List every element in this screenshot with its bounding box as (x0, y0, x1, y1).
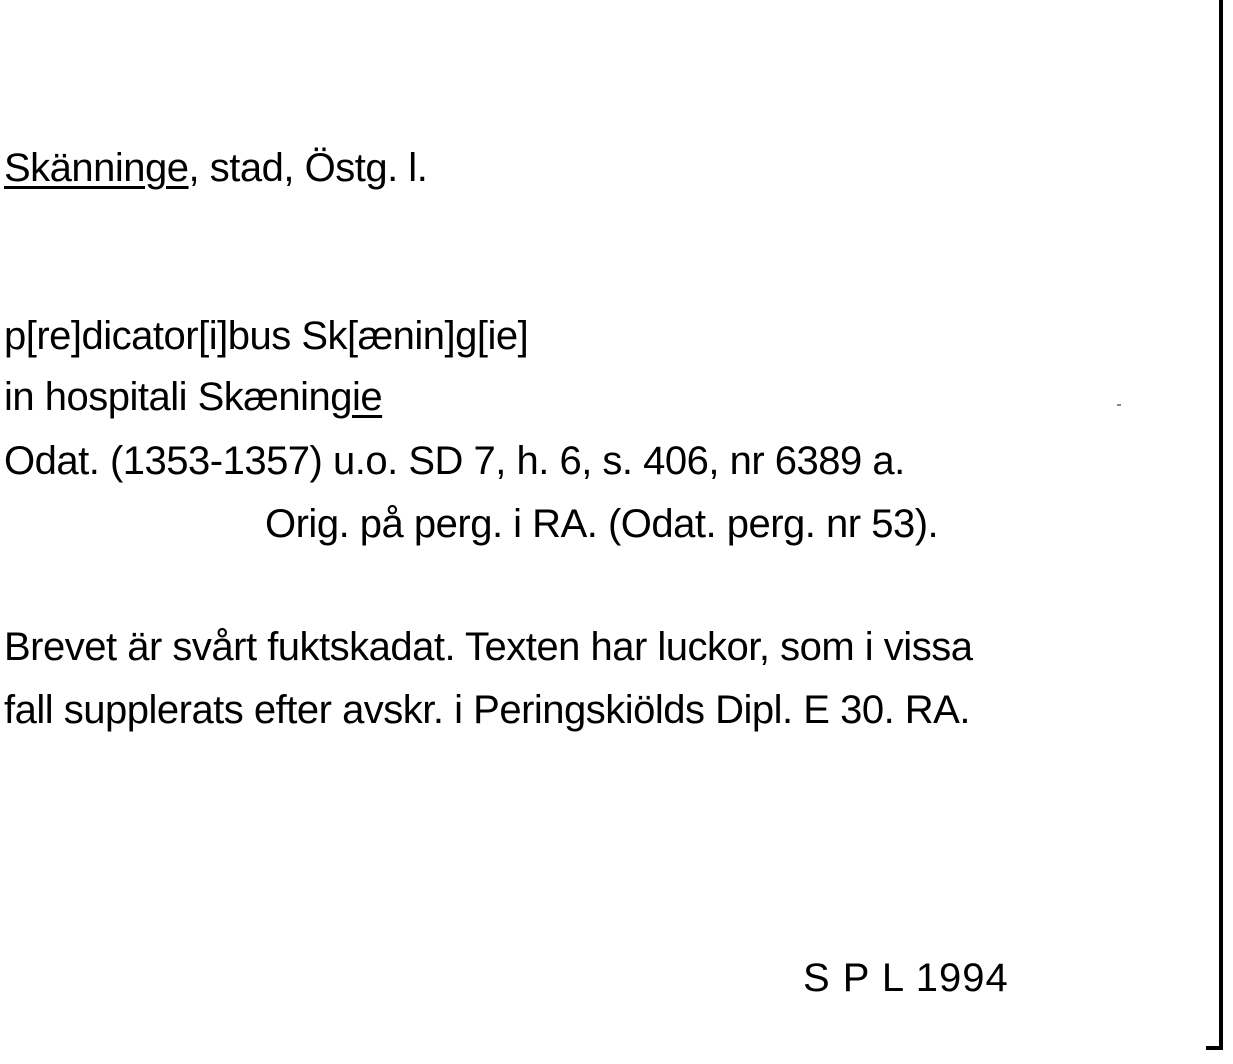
reference-line-3: Odat. (1353-1357) u.o. SD 7, h. 6, s. 406, nr 6389 a. (4, 439, 905, 483)
reference-line-4: Orig. på perg. i RA. (Odat. perg. nr 53). (265, 502, 939, 546)
place-description: , stad, Östg. l. (188, 146, 428, 190)
card-heading (4, 144, 427, 192)
reference-line-1: p[re]dicator[i]bus Sk[ænin]g[ie] (4, 314, 529, 358)
note-line-2: fall supplerats efter avskr. i Peringskiölds Dipl. E 30. RA. (4, 688, 970, 732)
place-name: Skänninge (4, 146, 189, 190)
reference-line-2-text: in hospitali Skæning (4, 375, 352, 419)
note-line-1: Brevet är svårt fuktskadat. Texten har luckor, som i vissa (4, 625, 973, 669)
signature: S P L 1994 (803, 956, 1009, 1000)
reference-line-2 (4, 373, 382, 421)
card-edge-line (1219, 0, 1223, 1050)
card-edge-tick (1206, 1046, 1223, 1050)
scan-speck (1117, 404, 1121, 406)
reference-line-2-underlined: ie (352, 375, 383, 419)
